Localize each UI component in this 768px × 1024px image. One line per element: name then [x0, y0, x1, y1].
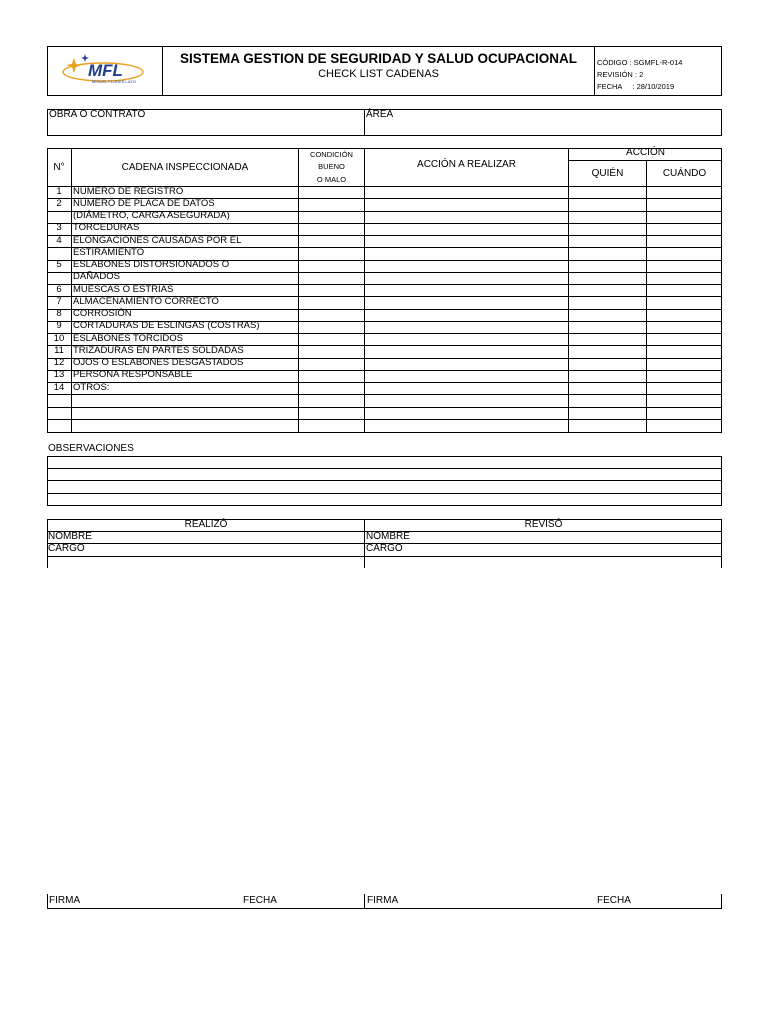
row-number: 2 — [56, 197, 62, 209]
project-divider — [364, 109, 365, 136]
observaciones-line — [47, 493, 722, 494]
row-number: 10 — [53, 332, 65, 344]
document-title: SISTEMA GESTION DE SEGURIDAD Y SALUD OCUPACIONAL — [179, 51, 578, 66]
col-header-condicion: CONDICIÓN — [310, 150, 353, 159]
row-number: 5 — [56, 259, 62, 270]
signature-mask — [44, 568, 51, 894]
table-row-line — [47, 419, 722, 420]
document-revision: REVISIÓN : 2 — [597, 70, 644, 79]
row-item-text: CORTADURAS DE ESLINGAS (COSTRAS) — [73, 320, 260, 332]
realizo-cargo-label: CARGO — [48, 543, 85, 554]
col-header-accion: ACCIÓN — [626, 147, 665, 158]
realizo-fecha-label: FECHA — [243, 895, 277, 906]
document-date: FECHA : 28/10/2019 — [597, 82, 675, 91]
row-number: 11 — [54, 344, 64, 356]
row-number: 4 — [56, 234, 62, 246]
observaciones-line — [47, 480, 722, 481]
row-item-text: ESLABONES DISTORSIONADOS O — [73, 259, 230, 270]
row-item-text: ELONGACIONES CAUSADAS POR EL — [73, 234, 242, 246]
observaciones-line — [47, 468, 722, 469]
row-item-text: (DIÁMETRO, CARGA ASEGURADA) — [73, 210, 230, 221]
col-header-condicion: BUENO — [318, 162, 345, 171]
col-header-condicion: O MALO — [316, 175, 347, 184]
col-divider — [298, 148, 299, 433]
row-item-text: TORCEDURAS — [73, 222, 140, 234]
document-subtitle: CHECK LIST CADENAS — [318, 68, 439, 80]
row-number: 1 — [56, 185, 62, 197]
table-row-line — [47, 223, 722, 224]
row-number: 9 — [56, 320, 62, 332]
col-header-cuando: CUÁNDO — [662, 168, 707, 179]
row-item-text: NÚMERO DE PLACA DE DATOS — [73, 197, 215, 209]
realizo-nombre-label: NOMBRE — [48, 531, 92, 542]
table-row-line — [47, 247, 722, 248]
row-number: 6 — [56, 283, 62, 295]
document-code: CÓDIGO : SGMFL-R-014 — [597, 58, 683, 67]
reviso-fecha-label: FECHA — [597, 895, 631, 906]
row-item-text: OTROS: — [73, 381, 110, 393]
company-logo — [58, 50, 154, 92]
row-item-text: DAÑADOS — [73, 271, 120, 283]
reviso-firma-label: FIRMA — [367, 895, 399, 906]
observaciones-box — [47, 456, 722, 506]
row-item-text: TRIZADURAS EN PARTES SOLDADAS — [73, 344, 244, 356]
row-item-text: NÚMERO DE REGISTRO — [73, 185, 184, 197]
realizo-label: REALIZÓ — [184, 519, 228, 530]
svg-text:MIGUEL FLORES LAZO: MIGUEL FLORES LAZO — [92, 79, 136, 84]
col-header-quien: QUIÉN — [591, 168, 624, 179]
row-item-text: ESTIRAMIENTO — [73, 246, 145, 258]
reviso-cargo-label: CARGO — [366, 543, 403, 554]
table-row-line — [47, 407, 722, 408]
row-number: 8 — [56, 308, 62, 319]
header-divider — [594, 46, 595, 96]
table-row-line — [47, 309, 722, 310]
row-number: 13 — [53, 369, 65, 381]
row-number: 3 — [56, 222, 62, 234]
accion-subheader-line — [568, 160, 722, 161]
table-row-line — [47, 394, 722, 395]
signature-mask — [718, 568, 725, 894]
table-row-line — [47, 382, 722, 383]
realizo-firma-label: FIRMA — [49, 895, 81, 906]
row-number: 12 — [53, 357, 65, 368]
col-divider — [568, 148, 569, 433]
area-label: ÁREA — [366, 109, 394, 120]
reviso-label: REVISÓ — [524, 519, 563, 530]
col-divider — [364, 148, 365, 433]
row-number: 7 — [56, 295, 62, 307]
row-item-text: ALMACENAMIENTO CORRECTO — [73, 295, 219, 307]
row-item-text: ESLABONES TORCIDOS — [73, 332, 183, 344]
row-item-text: CORROSIÓN — [73, 308, 132, 319]
col-header-no: N° — [53, 162, 65, 173]
row-item-text: PERSONA RESPONSABLE — [73, 369, 193, 381]
signature-mask — [49, 568, 720, 894]
row-item-text: OJOS O ESLABONES DESGASTADOS — [73, 357, 244, 368]
col-header-accion-realizar: ACCIÓN A REALIZAR — [417, 159, 516, 170]
table-row-line — [47, 272, 722, 273]
row-item-text: MUESCAS O ESTRÍAS — [73, 283, 174, 295]
logo-graphic — [58, 50, 154, 92]
signature-line — [47, 556, 722, 557]
obra-label: OBRA O CONTRATO — [49, 109, 146, 120]
row-number: 14 — [53, 381, 65, 393]
col-header-cadena: CADENA INSPECCIONADA — [121, 162, 249, 173]
signature-mask — [361, 568, 368, 894]
svg-text:MFL: MFL — [88, 61, 123, 80]
reviso-nombre-label: NOMBRE — [366, 531, 410, 542]
observaciones-label: OBSERVACIONES — [48, 443, 134, 454]
col-divider — [71, 148, 72, 433]
